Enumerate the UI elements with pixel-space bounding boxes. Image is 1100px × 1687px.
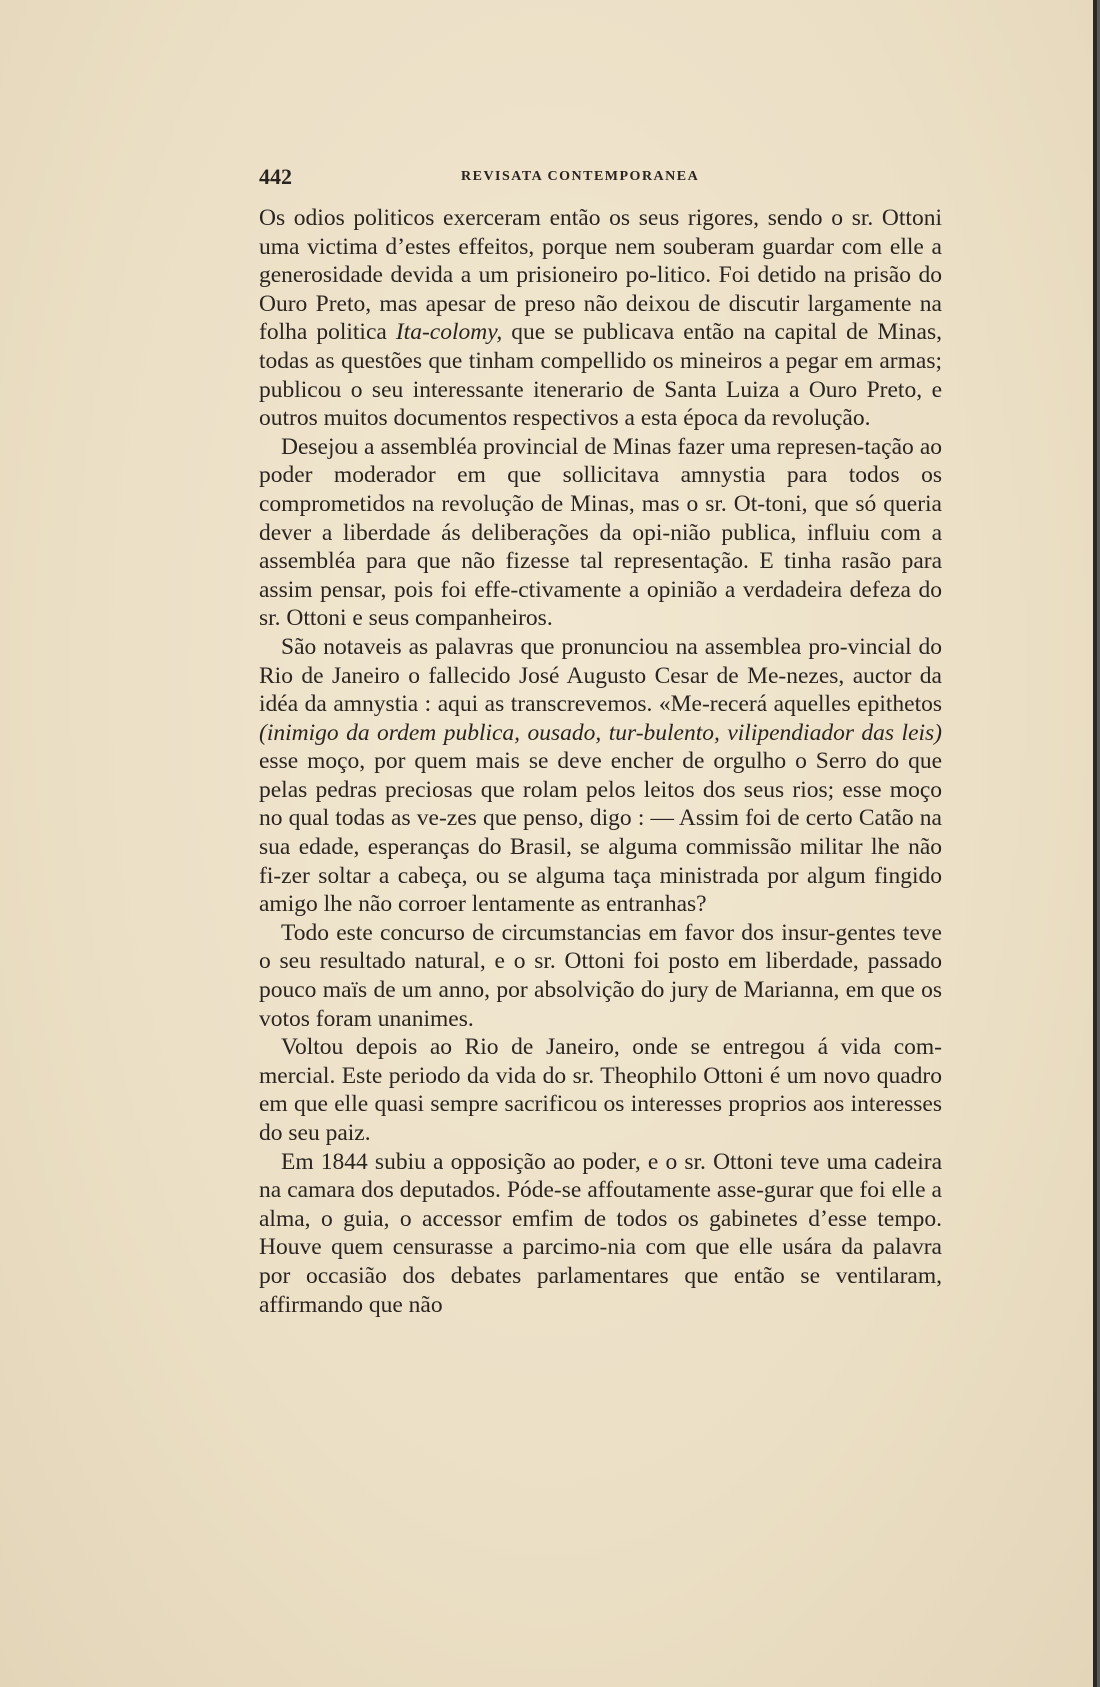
text-segment: esse moço, por quem mais se deve encher de orgulho o Serro do que pelas pedras preciosas que rolam pelos leitos dos seus rios; esse moço no qual todas as ve-zes que penso, digo : — Assim foi de certo Catão na sua edade, esperanças do Brasil, se alguma commissão militar lhe não fi-zer soltar a cabeça, ou se alguma taça ministrada por algum fingido amigo lhe não corroer lentamente as entranhas?: [259, 748, 942, 918]
text-segment: Em 1844 subiu a opposição ao poder, e o sr. Ottoni teve uma cadeira na camara dos deputados. Póde-se affoutamente asse-gurar que foi elle a alma, o guia, o accessor emfim de todos os gabinetes d’esse tempo. Houve quem censurasse a parcimo-nia com que elle usára da palavra por occasião dos debates parlamentares que então se ventilaram, affirmando que não: [259, 1148, 942, 1318]
paragraph: [259, 633, 942, 919]
text-segment: que se publicava então na capital de Minas, todas as questões que tinham compellido os mineiros a pegar em armas; publicou o seu interessante itenerario de Santa Luiza a Ouro Preto, e outros muitos documentos respectivos a esta época da revolução.: [259, 319, 942, 432]
paragraph: [259, 433, 942, 633]
paragraph: [259, 919, 942, 1033]
italic-segment: (inimigo da ordem publica, ousado, tur-bulento, vilipendiador das leis): [259, 719, 942, 746]
page-number: 442: [259, 164, 292, 189]
text-segment: Todo este concurso de circumstancias em favor dos insur-gentes teve o seu resultado natural, e o sr. Ottoni foi posto em liberdade, passado pouco maïs de um anno, por absolvição do jury de Marianna, em que os votos foram unanimes.: [259, 919, 942, 1032]
running-title: REVISATA CONTEMPORANEA: [461, 169, 700, 184]
text-segment: Voltou depois ao Rio de Janeiro, onde se entregou á vida com-mercial. Este periodo da vida do sr. Theophilo Ottoni é um novo quadro em que elle quasi sempre sacrificou os interesses proprios aos interesses do seu paiz.: [259, 1034, 942, 1146]
text-segment: Desejou a assembléa provincial de Minas fazer uma represen-tação ao poder moderador em que sollicitava amnystia para todos os comprometidos na revolução de Minas, mas o sr. Ot-toni, que só queria dever a liberdade ás deliberações da opi-nião publica, influiu com a assembléa para que não fizesse tal representação. E tinha rasão para assim pensar, pois foi effe-ctivamente a opinião a verdadeira defeza do sr. Ottoni e seus companheiros.: [259, 433, 942, 632]
paragraph: [259, 204, 942, 433]
page-header: [259, 164, 939, 190]
paragraph: [259, 1148, 942, 1320]
body-text: [259, 204, 942, 1319]
text-segment: São notaveis as palavras que pronunciou na assemblea pro-vincial do Rio de Janeiro o fallecido José Augusto Cesar de Me-nezes, auctor da idéa da amnystia : aqui as transcrevemos. «Me-recerá aquelles epithetos: [259, 633, 942, 718]
italic-segment: Ita-colomy,: [395, 319, 503, 346]
paragraph: [259, 1033, 942, 1147]
text-segment: Os odios politicos exerceram então os seus rigores, sendo o sr. Ottoni uma victima d’estes effeitos, porque nem souberam guardar com elle a generosidade devida a um prisioneiro po-litico. Foi detido na prisão do Ouro Preto, mas apesar de preso não deixou de discutir largamente na folha politica: [259, 205, 942, 346]
page-edge: [1093, 0, 1097, 1687]
